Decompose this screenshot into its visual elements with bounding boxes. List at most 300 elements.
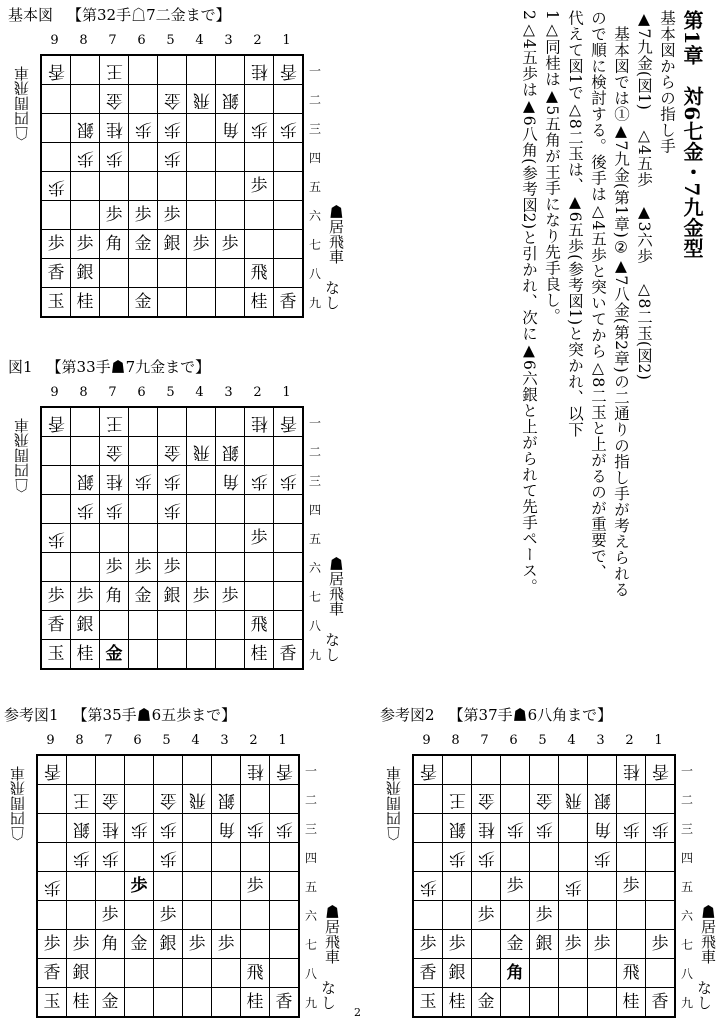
gote-piece: 銀 <box>72 818 90 839</box>
board-square <box>100 230 129 259</box>
board-square <box>241 756 270 785</box>
board-square <box>71 582 100 611</box>
sente-piece: 銀 <box>535 933 553 954</box>
board-square <box>241 872 270 901</box>
rank-label: 六 <box>308 561 321 575</box>
sente-piece: 銀 <box>76 262 94 283</box>
board-square <box>245 85 274 114</box>
board-square <box>125 814 154 843</box>
board-square <box>96 843 125 872</box>
board-square <box>501 756 530 785</box>
chapter-title: 第1章 対6七金・7九金型 <box>680 10 704 259</box>
board-square <box>71 288 100 317</box>
gote-piece: 歩 <box>105 499 123 520</box>
board-square <box>245 172 274 201</box>
file-label: 5 <box>166 385 175 400</box>
board-square <box>270 843 299 872</box>
sente-piece: 歩 <box>105 556 123 577</box>
sente-piece: 香 <box>47 614 65 635</box>
board-square <box>588 756 617 785</box>
board-square <box>241 901 270 930</box>
board-square <box>71 172 100 201</box>
rank-label: 五 <box>308 532 321 546</box>
board-square <box>183 843 212 872</box>
gote-piece: 歩 <box>448 847 466 868</box>
board-square <box>129 288 158 317</box>
board-square <box>443 814 472 843</box>
gote-hand: ☖四間飛車 <box>13 66 31 141</box>
board-square <box>38 872 67 901</box>
board-square <box>241 988 270 1017</box>
board-square <box>646 930 675 959</box>
board-square <box>67 872 96 901</box>
file-label: 3 <box>224 385 233 400</box>
gote-piece: 銀 <box>217 789 235 810</box>
sente-label: ☗居飛車 <box>327 204 345 264</box>
rank-label: 七 <box>308 238 321 252</box>
board-square <box>588 930 617 959</box>
board-square <box>216 437 245 466</box>
board-square <box>100 172 129 201</box>
board-square <box>42 143 71 172</box>
board-square <box>158 524 187 553</box>
board-square <box>588 901 617 930</box>
board-square <box>245 201 274 230</box>
board-square <box>129 56 158 85</box>
board-square <box>414 756 443 785</box>
board-square <box>588 959 617 988</box>
gote-piece: 銀 <box>76 470 94 491</box>
sente-piece: 歩 <box>622 875 640 896</box>
board-square <box>42 288 71 317</box>
board-square <box>216 466 245 495</box>
board-square <box>129 466 158 495</box>
board-square <box>274 56 303 85</box>
rank-label: 一 <box>308 64 321 78</box>
board-square <box>154 843 183 872</box>
board-square <box>67 843 96 872</box>
gote-piece: 歩 <box>506 818 524 839</box>
gote-piece: 香 <box>47 412 65 433</box>
board-square <box>245 437 274 466</box>
board-square <box>129 524 158 553</box>
gote-piece: 金 <box>535 789 553 810</box>
text-line: ので順に検討する。後手は△4五歩と突いてから△8二玉と上がるのが重要で、 <box>589 10 607 580</box>
rank-label: 四 <box>304 851 317 865</box>
sente-piece: 歩 <box>134 556 152 577</box>
board-square <box>154 901 183 930</box>
file-label: 1 <box>654 733 663 748</box>
board-square <box>617 988 646 1017</box>
gote-piece: 金 <box>477 789 495 810</box>
board-square <box>270 872 299 901</box>
gote-piece: 歩 <box>134 118 152 139</box>
rank-label: 二 <box>308 445 321 459</box>
sente-piece: 歩 <box>448 933 466 954</box>
shogi-board <box>40 406 304 670</box>
gote-piece: 歩 <box>159 818 177 839</box>
gote-piece: 香 <box>43 760 61 781</box>
board-square <box>216 553 245 582</box>
board-square <box>71 553 100 582</box>
board-square <box>559 930 588 959</box>
board-square <box>472 814 501 843</box>
board-square <box>241 959 270 988</box>
board-square <box>187 466 216 495</box>
board-square <box>187 611 216 640</box>
sente-piece: 銀 <box>76 614 94 635</box>
diagram-ref2 <box>380 706 724 1024</box>
file-label: 3 <box>220 733 229 748</box>
board-square <box>274 553 303 582</box>
sente-piece: 歩 <box>101 904 119 925</box>
board-square <box>559 959 588 988</box>
gote-piece: 歩 <box>279 118 297 139</box>
board-square <box>187 553 216 582</box>
sente-piece: 香 <box>651 991 669 1012</box>
sente-piece: 飛 <box>246 962 264 983</box>
sente-piece: 香 <box>43 962 61 983</box>
board-square <box>414 930 443 959</box>
board-square <box>472 843 501 872</box>
gote-piece: 香 <box>47 60 65 81</box>
board-square <box>125 872 154 901</box>
board-square <box>42 582 71 611</box>
board-square <box>443 930 472 959</box>
board-square <box>646 843 675 872</box>
diagram-title <box>4 706 236 724</box>
board-square <box>42 524 71 553</box>
board-square <box>530 930 559 959</box>
board-square <box>187 408 216 437</box>
gote-piece: 飛 <box>188 789 206 810</box>
board-square <box>183 959 212 988</box>
sente-piece: 歩 <box>477 904 495 925</box>
board-square <box>216 259 245 288</box>
gote-piece: 桂 <box>250 412 268 433</box>
board-square <box>158 56 187 85</box>
board-square <box>125 901 154 930</box>
file-label: 2 <box>253 33 262 48</box>
board-square <box>646 988 675 1017</box>
sente-piece: 歩 <box>130 875 148 896</box>
board-square <box>245 114 274 143</box>
sente-piece: 銀 <box>159 933 177 954</box>
sente-piece: 歩 <box>506 875 524 896</box>
board-square <box>71 640 100 669</box>
shogi-board <box>40 54 304 318</box>
rank-label: 二 <box>680 793 693 807</box>
board-square <box>183 872 212 901</box>
board-square <box>100 437 129 466</box>
gote-piece: 桂 <box>105 118 123 139</box>
diagram-name: 図1 <box>8 358 33 376</box>
gote-piece: 歩 <box>622 818 640 839</box>
sente-piece: 歩 <box>192 585 210 606</box>
sente-piece: 飛 <box>250 262 268 283</box>
text-line: 1△同桂は▲5五角が王手になり先手良し。 <box>543 10 561 324</box>
board-square <box>530 814 559 843</box>
board-square <box>42 640 71 669</box>
board-square <box>212 930 241 959</box>
board-square <box>274 495 303 524</box>
sente-piece: 桂 <box>72 991 90 1012</box>
file-label: 8 <box>451 733 460 748</box>
diagram-title <box>380 706 612 724</box>
gote-hand: ☖四間飛車 <box>13 418 31 493</box>
board-square <box>187 288 216 317</box>
main-text <box>517 10 706 670</box>
board-square <box>617 930 646 959</box>
gote-piece: 金 <box>163 441 181 462</box>
gote-piece: 角 <box>221 118 239 139</box>
sente-piece: 桂 <box>250 291 268 312</box>
board-square <box>501 785 530 814</box>
board-square <box>100 408 129 437</box>
board-square <box>274 85 303 114</box>
board-square <box>38 901 67 930</box>
file-label: 9 <box>422 733 431 748</box>
file-label: 7 <box>104 733 113 748</box>
sente-piece: 歩 <box>47 585 65 606</box>
board-square <box>158 201 187 230</box>
gote-piece: 歩 <box>47 176 65 197</box>
gote-piece: 桂 <box>101 818 119 839</box>
gote-piece: 金 <box>105 441 123 462</box>
board-square <box>129 143 158 172</box>
board-square <box>245 611 274 640</box>
sente-piece: 金 <box>101 991 119 1012</box>
rank-label: 八 <box>308 619 321 633</box>
gote-piece: 歩 <box>72 847 90 868</box>
sente-piece: 歩 <box>221 585 239 606</box>
board-square <box>559 843 588 872</box>
rank-label: 四 <box>680 851 693 865</box>
board-square <box>125 843 154 872</box>
board-square <box>100 114 129 143</box>
board-square <box>617 785 646 814</box>
board-square <box>617 959 646 988</box>
gote-piece: 桂 <box>477 818 495 839</box>
board-square <box>183 901 212 930</box>
rank-label: 二 <box>304 793 317 807</box>
board-square <box>187 495 216 524</box>
board-square <box>129 230 158 259</box>
rank-label: 九 <box>304 996 317 1010</box>
diagram-caption: 【第33手☗7九金まで】 <box>46 358 211 376</box>
board-square <box>501 988 530 1017</box>
board-square <box>472 785 501 814</box>
board-square <box>646 959 675 988</box>
board-square <box>617 901 646 930</box>
board-square <box>100 85 129 114</box>
file-label: 4 <box>191 733 200 748</box>
sente-piece: 歩 <box>419 933 437 954</box>
sente-piece: 香 <box>279 643 297 664</box>
board-square <box>559 872 588 901</box>
board-square <box>42 259 71 288</box>
sente-label: ☗居飛車 <box>699 904 717 964</box>
rank-label: 三 <box>680 822 693 836</box>
board-square <box>67 901 96 930</box>
diagram-caption: 【第32手☖7二金まで】 <box>67 6 231 24</box>
file-label: 9 <box>50 385 59 400</box>
gote-piece: 桂 <box>250 60 268 81</box>
diagram-title <box>8 358 210 376</box>
rank-label: 四 <box>308 503 321 517</box>
board-square <box>158 437 187 466</box>
gote-piece: 桂 <box>622 760 640 781</box>
board-square <box>42 114 71 143</box>
sente-piece: 玉 <box>47 291 65 312</box>
gote-piece: 香 <box>651 760 669 781</box>
gote-piece: 香 <box>279 412 297 433</box>
diagram-title <box>8 6 231 24</box>
board-square <box>129 640 158 669</box>
file-label: 8 <box>75 733 84 748</box>
board-square <box>42 495 71 524</box>
board-square <box>274 437 303 466</box>
gote-piece: 歩 <box>130 818 148 839</box>
board-square <box>125 785 154 814</box>
gote-piece: 歩 <box>47 528 65 549</box>
board-square <box>38 930 67 959</box>
board-square <box>588 785 617 814</box>
sente-piece: 歩 <box>163 204 181 225</box>
gote-piece: 金 <box>163 89 181 110</box>
text-line: ▲7九金(図1) △4五歩 ▲3六歩 △8二玉(図2) <box>635 10 653 381</box>
board-square <box>472 901 501 930</box>
gote-piece: 金 <box>105 89 123 110</box>
diagram-name: 参考図1 <box>4 706 59 724</box>
board-square <box>38 959 67 988</box>
board-square <box>42 201 71 230</box>
sente-piece: 歩 <box>134 204 152 225</box>
shogi-board <box>412 754 676 1018</box>
board-square <box>96 901 125 930</box>
board-square <box>158 408 187 437</box>
board-square <box>187 259 216 288</box>
board-square <box>216 582 245 611</box>
board-square <box>216 85 245 114</box>
board-square <box>42 466 71 495</box>
board-square <box>212 814 241 843</box>
sente-piece: 角 <box>105 585 123 606</box>
board-square <box>71 611 100 640</box>
gote-piece: 歩 <box>250 470 268 491</box>
sente-hand: なし <box>323 280 341 310</box>
board-square <box>158 288 187 317</box>
board-square <box>71 201 100 230</box>
board-square <box>274 288 303 317</box>
sente-piece: 香 <box>419 962 437 983</box>
sente-piece: 歩 <box>221 233 239 254</box>
sente-label: ☗居飛車 <box>323 904 341 964</box>
sente-piece: 香 <box>279 291 297 312</box>
file-label: 3 <box>596 733 605 748</box>
board-square <box>617 872 646 901</box>
gote-piece: 歩 <box>105 147 123 168</box>
file-label: 1 <box>282 33 291 48</box>
board-square <box>443 901 472 930</box>
rank-label: 四 <box>308 151 321 165</box>
file-label: 2 <box>249 733 258 748</box>
rank-label: 三 <box>308 122 321 136</box>
board-square <box>245 553 274 582</box>
file-label: 7 <box>480 733 489 748</box>
board-square <box>270 785 299 814</box>
board-square <box>245 582 274 611</box>
board-square <box>270 959 299 988</box>
board-square <box>154 814 183 843</box>
board-square <box>100 524 129 553</box>
board-square <box>42 56 71 85</box>
board-square <box>42 230 71 259</box>
board-square <box>414 959 443 988</box>
board-square <box>129 114 158 143</box>
gote-piece: 飛 <box>192 89 210 110</box>
board-square <box>270 756 299 785</box>
board-square <box>183 930 212 959</box>
board-square <box>129 172 158 201</box>
gote-piece: 銀 <box>221 441 239 462</box>
board-square <box>212 756 241 785</box>
sente-piece: 金 <box>134 291 152 312</box>
board-square <box>270 930 299 959</box>
file-label: 5 <box>166 33 175 48</box>
rank-label: 五 <box>680 880 693 894</box>
sente-piece: 玉 <box>47 643 65 664</box>
sente-piece: 角 <box>105 233 123 254</box>
board-square <box>129 553 158 582</box>
sente-piece: 銀 <box>163 233 181 254</box>
board-square <box>67 988 96 1017</box>
board-square <box>241 785 270 814</box>
board-square <box>274 640 303 669</box>
board-square <box>530 988 559 1017</box>
board-square <box>96 785 125 814</box>
gote-piece: 金 <box>101 789 119 810</box>
board-square <box>270 814 299 843</box>
board-square <box>125 930 154 959</box>
board-square <box>100 143 129 172</box>
board-square <box>443 756 472 785</box>
board-square <box>588 988 617 1017</box>
sente-piece: 玉 <box>43 991 61 1012</box>
board-square <box>501 901 530 930</box>
sente-piece: 歩 <box>250 175 268 196</box>
sente-piece: 歩 <box>192 233 210 254</box>
board-square <box>274 582 303 611</box>
rank-label: 六 <box>308 209 321 223</box>
board-square <box>187 56 216 85</box>
gote-piece: 歩 <box>76 147 94 168</box>
sente-piece: 歩 <box>564 933 582 954</box>
gote-piece: 歩 <box>419 876 437 897</box>
rank-label: 九 <box>308 648 321 662</box>
rank-label: 七 <box>304 938 317 952</box>
board-square <box>187 640 216 669</box>
board-square <box>472 930 501 959</box>
board-square <box>187 114 216 143</box>
board-square <box>617 756 646 785</box>
board-square <box>158 466 187 495</box>
board-square <box>443 785 472 814</box>
text-line: 代えて図1で△8二玉は、▲6五歩(参考図1)と突かれ、以下 <box>566 10 584 438</box>
board-square <box>71 495 100 524</box>
board-square <box>125 959 154 988</box>
board-square <box>129 611 158 640</box>
